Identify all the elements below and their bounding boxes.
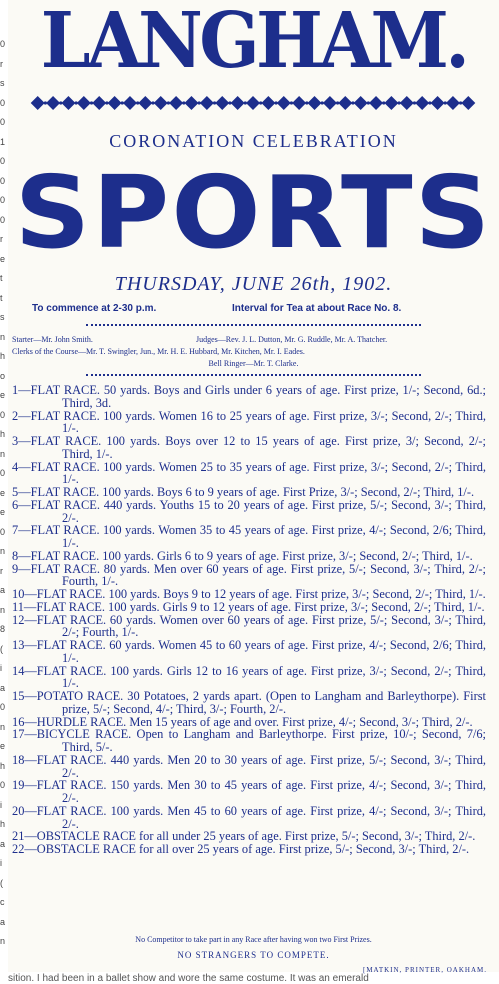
margin-char: 0 — [0, 214, 6, 225]
margin-char: n — [0, 448, 6, 459]
dotted-divider — [86, 324, 421, 326]
dotted-divider — [86, 374, 421, 376]
race-item: 9—FLAT RACE. 80 yards. Men over 60 years of age. First prize, 5/-; Second, 3/-; Third, 2/-; Fourth, 1/-. — [12, 561, 486, 589]
margin-char: i — [0, 858, 2, 868]
diamond-ornament — [400, 96, 414, 110]
diamond-ornament — [92, 96, 106, 110]
margin-char: a — [0, 916, 6, 927]
race-item: 3—FLAT RACE. 100 yards. Boys over 12 to 15 years of age. First prize, 3/; Second, 2/-; Third, 1/-. — [12, 434, 486, 461]
race-item: 7—FLAT RACE. 100 yards. Women 35 to 45 years of age. First prize, 4/-; Second, 2/6; Third, 1/-. — [12, 523, 486, 550]
margin-char: 0 — [0, 409, 6, 420]
margin-char: t — [0, 273, 3, 283]
race-item: 8—FLAT RACE. 100 yards. Girls 6 to 9 years of age. First prize, 3/-; Second, 2/-; Third, 1/-. — [12, 548, 473, 563]
diamond-ornament — [123, 96, 137, 110]
margin-char: i — [0, 799, 2, 810]
race-item: 4—FLAT RACE. 100 yards. Women 25 to 35 years of age. First prize, 3/-; Second, 2/-; Third, 1/-. — [12, 459, 486, 487]
race-item: 2—FLAT RACE. 100 yards. Women 16 to 25 years of age. First prize, 3/-; Second, 2/-; Third, 1/-. — [12, 408, 486, 436]
competitor-rule: No Competitor to take part in any Race after having won two First Prizes. — [135, 935, 372, 944]
margin-char: 8 — [0, 624, 6, 634]
margin-char: n — [0, 721, 6, 732]
diamond-ornament — [354, 96, 368, 110]
diamond-ornament — [246, 96, 260, 110]
margin-char: i — [0, 663, 2, 673]
margin-char: 0 — [0, 526, 6, 537]
diamond-border-ornament — [30, 94, 476, 112]
margin-char: 0 — [0, 175, 6, 186]
bottom-page-text-fragment: sition. I had been in a ballet show and wore the same costume. It was an emerald — [8, 973, 369, 984]
margin-char: 1 — [0, 136, 6, 147]
diamond-ornament — [31, 96, 45, 110]
diamond-ornament — [138, 96, 152, 110]
race-item: 15—POTATO RACE. 30 Potatoes, 2 yards apart. (Open to Langham and Barleythorpe). First prize, 5/-; Second, 4/-; Third, 3/-; Fourth, 2/-. — [12, 689, 486, 716]
margin-char: a — [0, 585, 6, 595]
margin-char: 0 — [0, 39, 6, 49]
race-item: 5—FLAT RACE. 100 yards. Boys 6 to 9 years of age. First Prize, 3/-; Second, 2/-; Third, 1/-. — [12, 485, 475, 499]
event-date: THURSDAY, JUNE 26th, 1902. — [114, 273, 393, 295]
margin-char: c — [0, 897, 5, 907]
diamond-ornament — [184, 96, 198, 110]
race-item: 22—OBSTACLE RACE for all over 25 years of age. First prize, 5/-; Second, 3/-; Third, 2/-. — [12, 842, 470, 856]
diamond-ornament — [461, 96, 475, 110]
race-item: 11—FLAT RACE. 100 yards. Girls 9 to 12 years of age. First prize, 3/-; Second, 2/-; Third, 1/-. — [12, 599, 485, 614]
margin-char: o — [0, 370, 6, 381]
diamond-ornament — [384, 96, 398, 110]
margin-char: 0 — [0, 117, 6, 127]
diamond-ornament — [338, 96, 352, 110]
margin-char: h — [0, 429, 6, 439]
diamond-ornament — [277, 96, 291, 110]
margin-char: h — [0, 819, 6, 829]
diamond-ornament — [77, 96, 91, 110]
margin-char: 0 — [0, 97, 6, 108]
tea-interval: Interval for Tea at about Race No. 8. — [232, 303, 402, 314]
margin-char: 0 — [0, 195, 6, 205]
diamond-ornament — [431, 96, 445, 110]
race-item: 13—FLAT RACE. 60 yards. Women 45 to 60 years of age. First prize, 4/-; Second, 2/6; Third, 1/-. — [12, 638, 486, 665]
diamond-ornament — [369, 96, 383, 110]
strangers-notice: NO STRANGERS TO COMPETE. — [177, 950, 330, 960]
diamond-ornament — [323, 96, 337, 110]
race-item: 1—FLAT RACE. 50 yards. Boys and Girls under 6 years of age. First prize, 1/-; Second, 6d.; Third, 3d. — [12, 383, 486, 410]
diamond-ornament — [46, 96, 60, 110]
race-item: 17—BICYCLE RACE. Open to Langham and Barleythorpe. First prize, 10/-; Second, 7/6; Third, 5/-. — [12, 727, 486, 754]
left-page-margin-fragment — [0, 0, 8, 984]
race-item: 21—OBSTACLE RACE for all under 25 years of age. First prize, 5/-; Second, 3/-; Third, 2/-. — [12, 829, 476, 844]
diamond-ornament — [108, 96, 122, 110]
margin-char: ( — [0, 877, 3, 888]
margin-char: 0 — [0, 780, 6, 790]
diamond-ornament — [154, 96, 168, 110]
margin-char: e — [0, 507, 6, 517]
margin-char: h — [0, 351, 6, 361]
diamond-ornament — [231, 96, 245, 110]
margin-char: e — [0, 741, 6, 751]
margin-char: s — [0, 312, 5, 322]
judges: Judges—Rev. J. L. Dutton, Mr. G. Ruddle, Mr. A. Thatcher. — [196, 335, 388, 344]
margin-char: a — [0, 682, 6, 693]
margin-char: r — [0, 58, 3, 69]
race-list — [12, 384, 486, 856]
margin-char: 0 — [0, 468, 6, 478]
langham-sports-poster — [8, 0, 499, 972]
margin-char: a — [0, 838, 6, 849]
race-item: 19—FLAT RACE. 150 yards. Men 30 to 45 years of age. First prize, 4/-; Second, 3/-; Third, 2/-. — [12, 778, 486, 805]
diamond-ornament — [200, 96, 214, 110]
diamond-ornament — [415, 96, 429, 110]
starter: Starter—Mr. John Smith. — [12, 335, 93, 344]
margin-char: t — [0, 292, 3, 303]
race-item: 14—FLAT RACE. 100 yards. Girls 12 to 16 years of age. First prize, 3/-; Second, 2/-; Third, 1/-. — [12, 663, 486, 691]
commence-time: To commence at 2-30 p.m. — [32, 303, 157, 314]
race-item: 16—HURDLE RACE. Men 15 years of age and over. First prize, 4/-; Second, 3/-; Third, 2/-. — [12, 714, 473, 729]
race-item: 12—FLAT RACE. 60 yards. Women over 60 years of age. First prize, 5/-; Second, 3/-; Third, 2/-; Fourth, 1/-. — [12, 612, 486, 640]
schedule-line — [32, 302, 492, 316]
diamond-ornament — [261, 96, 275, 110]
bell-ringer: Bell Ringer—Mr. T. Clarke. — [208, 359, 299, 368]
margin-char: s — [0, 78, 5, 88]
diamond-ornament — [169, 96, 183, 110]
margin-char: h — [0, 760, 6, 771]
poster-heading: SPORTS — [14, 154, 493, 271]
margin-char: r — [0, 234, 3, 244]
margin-char: n — [0, 936, 6, 946]
clerks-of-course: Clerks of the Course—Mr. T. Swingler, Jun., Mr. H. E. Hubbard, Mr. Kitchen, Mr. I. Eades. — [12, 347, 305, 356]
poster-title: LANGHAM. — [40, 0, 467, 86]
margin-char: n — [0, 546, 6, 556]
margin-char: 0 — [0, 702, 6, 712]
diamond-ornament — [61, 96, 75, 110]
race-item: 20—FLAT RACE. 100 yards. Men 45 to 60 years of age. First prize, 4/-; Second, 3/-; Third, 2/-. — [12, 803, 486, 831]
margin-char: 0 — [0, 156, 6, 166]
poster-subtitle: CORONATION CELEBRATION — [109, 131, 398, 151]
printer-imprint: [MATKIN, PRINTER, OAKHAM. — [363, 966, 487, 974]
diamond-ornament — [215, 96, 229, 110]
race-item: 10—FLAT RACE. 100 yards. Boys 9 to 12 years of age. First prize, 3/-; Second, 2/-; Third, 1/-. — [12, 587, 486, 601]
margin-char: n — [0, 331, 6, 342]
margin-char: e — [0, 253, 6, 264]
margin-char: n — [0, 604, 6, 615]
diamond-ornament — [308, 96, 322, 110]
diamond-ornament — [292, 96, 306, 110]
margin-char: r — [0, 565, 3, 576]
margin-char: ( — [0, 643, 3, 654]
race-item: 6—FLAT RACE. 440 yards. Youths 15 to 20 years of age. First prize, 5/-; Second, 3/-; Third, 2/-. — [12, 497, 486, 525]
margin-char: e — [0, 487, 6, 498]
race-item: 18—FLAT RACE. 440 yards. Men 20 to 30 years of age. First prize, 5/-; Second, 3/-; Third, 2/-. — [12, 752, 486, 780]
margin-char: e — [0, 390, 6, 400]
diamond-ornament — [446, 96, 460, 110]
